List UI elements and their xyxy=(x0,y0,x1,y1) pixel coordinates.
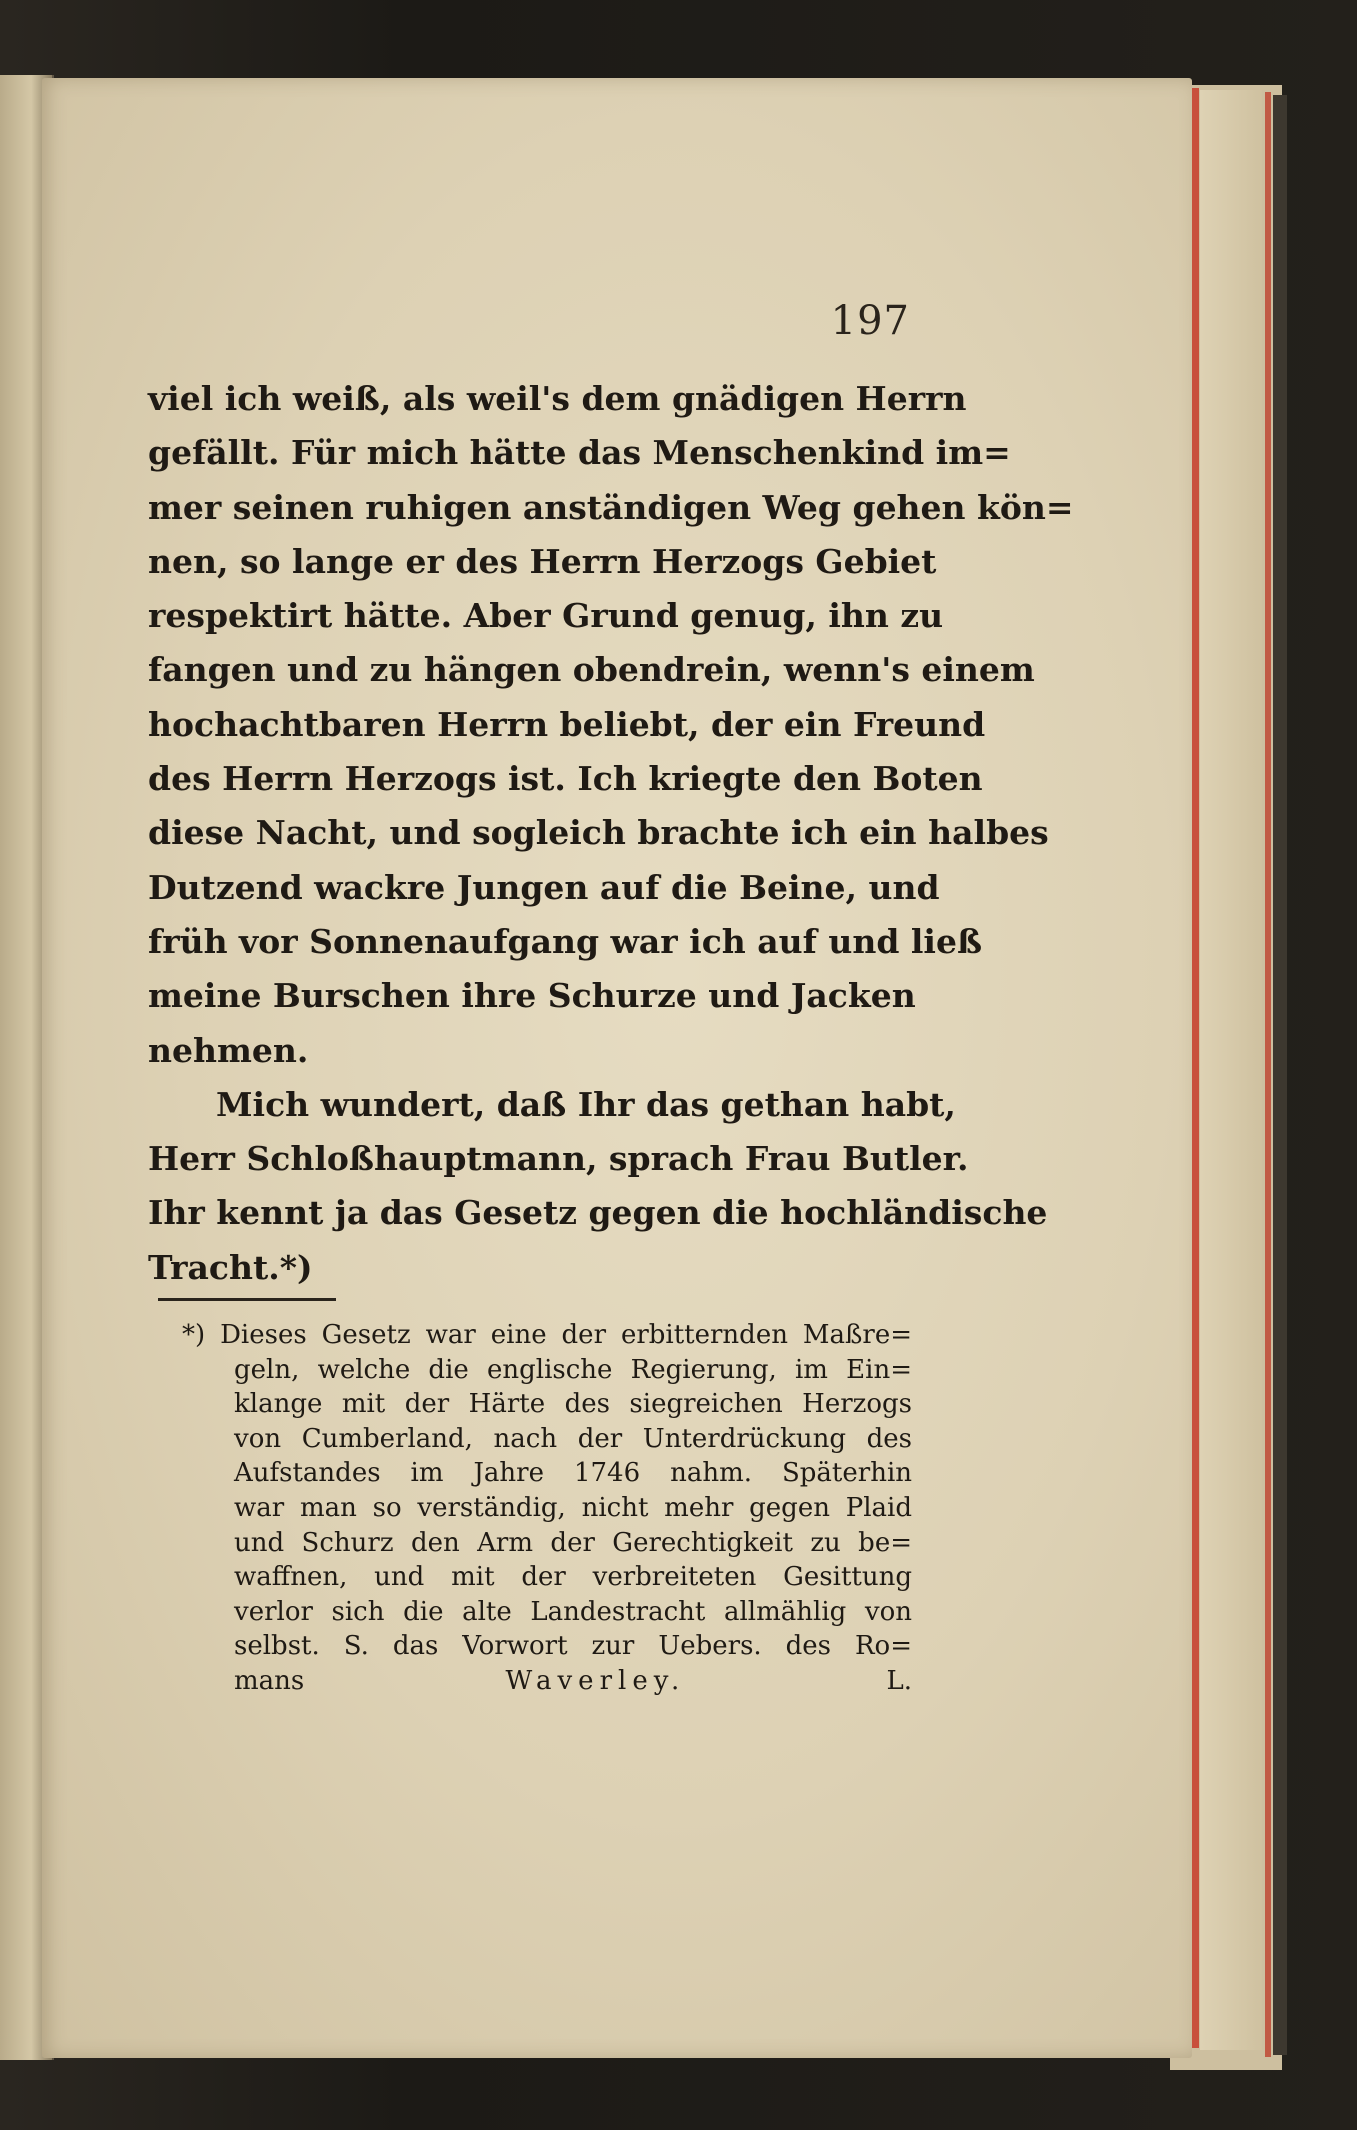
text-line: Ihr kennt ja das Gesetz gegen die hochländische xyxy=(148,1193,1048,1233)
footnote-line: verlor sich die alte Landestracht allmählig von xyxy=(234,1596,912,1627)
page-edges-light xyxy=(1200,90,1262,2050)
red-page-edge xyxy=(1192,88,1199,2048)
footnote-line: war man so verständig, nicht mehr gegen Plaid xyxy=(234,1492,912,1523)
text-line: respektirt hätte. Aber Grund genug, ihn zu xyxy=(148,596,944,636)
footnote-line: und Schurz den Arm der Gerechtigkeit zu be= xyxy=(234,1527,912,1558)
translator-initial: L. xyxy=(886,1665,913,1696)
text-line: mer seinen ruhigen anständigen Weg gehen kön= xyxy=(148,487,1074,527)
text-line: viel ich weiß, als weil's dem gnädigen Herrn xyxy=(148,379,967,418)
novel-title: Waverley. xyxy=(505,1665,686,1696)
footnote-line: klange mit der Härte des siegreichen Herzogs xyxy=(234,1389,912,1420)
footnote-line: selbst. S. das Vorwort zur Uebers. des Ro= xyxy=(234,1631,912,1662)
red-page-edge-outer xyxy=(1265,92,1271,2057)
text-line: früh vor Sonnenaufgang war ich auf und ließ xyxy=(148,921,983,961)
text-line: gefällt. Für mich hätte das Menschenkind im= xyxy=(148,433,1011,473)
text-line: fangen und zu hängen obendrein, wenn's einem xyxy=(148,650,1035,690)
footnote-line: geln, welche die englische Regierung, im Ein= xyxy=(234,1354,912,1385)
text-line: Dutzend wackre Jungen auf die Beine, und xyxy=(148,867,940,907)
footnote-divider xyxy=(158,1298,336,1301)
footnote-line: von Cumberland, nach der Unterdrückung des xyxy=(234,1423,912,1454)
text-line: Tracht.*) xyxy=(148,1247,313,1287)
text-line: nehmen. xyxy=(148,1030,309,1070)
footnote-line: waffnen, und mit der verbreiteten Gesittung xyxy=(234,1562,912,1593)
text-line: hochachtbaren Herrn beliebt, der ein Freund xyxy=(148,704,986,744)
text-line: diese Nacht, und sogleich brachte ich ein halbes xyxy=(148,813,1049,853)
footnote-prefix: mans xyxy=(234,1665,305,1696)
footnote xyxy=(182,1318,912,1699)
footnote-line: Aufstandes im Jahre 1746 nahm. Späterhin xyxy=(234,1458,912,1489)
text-line: Herr Schloßhauptmann, sprach Frau Butler. xyxy=(148,1139,969,1179)
text-line: Mich wundert, daß Ihr das gethan habt, xyxy=(216,1084,956,1124)
page-number: 197 xyxy=(830,298,910,344)
main-text xyxy=(148,372,1074,1295)
text-line: nen, so lange er des Herrn Herzogs Gebiet xyxy=(148,541,937,581)
footnote-last-line xyxy=(182,1664,912,1699)
text-line: des Herrn Herzogs ist. Ich kriegte den Boten xyxy=(148,759,983,799)
text-line: meine Burschen ihre Schurze und Jacken xyxy=(148,976,916,1016)
cover-edge xyxy=(1273,95,1287,2055)
footnote-line: *) Dieses Gesetz war eine der erbitternden Maßre= xyxy=(182,1320,912,1350)
